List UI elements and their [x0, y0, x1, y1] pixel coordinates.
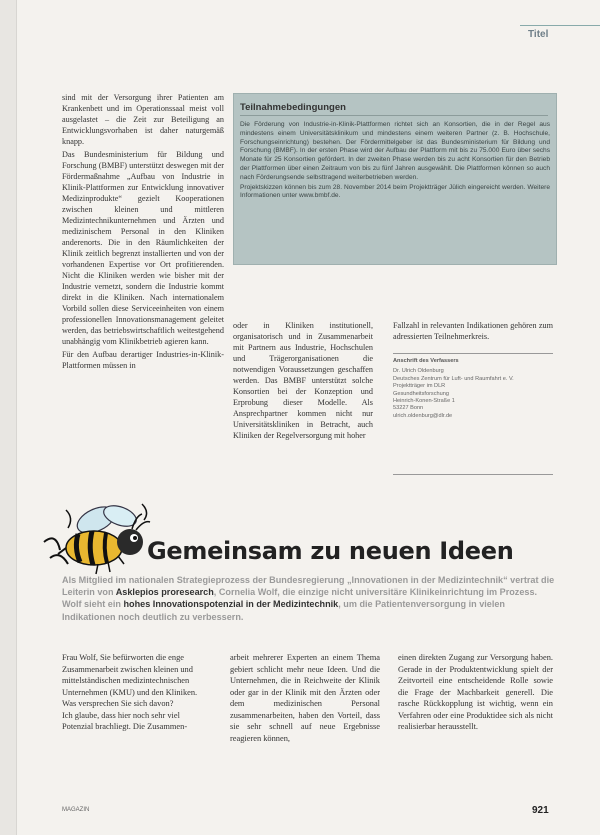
article-column-1 — [62, 92, 224, 373]
interview-column-1 — [62, 652, 212, 733]
lead-text: , Cornelia Wolf, die einzige nicht universitäre Klinikeinrichtung im Prozess. Wolf sieht ein — [62, 587, 538, 610]
page-number: 921 — [532, 805, 549, 816]
address-line: Deutsches Zentrum für Luft- und Raumfahrt e. V. — [393, 375, 514, 382]
lead-text: , um die Patientenversorgung in vielen Indikationen noch deutlich zu verbessern. — [62, 599, 505, 622]
header-rule — [520, 25, 600, 26]
lead-highlight: hohes Innovationspotenzial in der Medizintechnik — [123, 599, 339, 610]
interview-question: Frau Wolf, Sie befürworten die enge Zusammenarbeit zwischen kleinen und mittelständischen medizintechnischen Unternehmen (KMU) und den Kliniken. Was versprechen Sie sich davon? — [62, 653, 198, 708]
paragraph: sind mit der Versorgung ihrer Patienten am Krankenbett und im Operationssaal meist voll ausgelastet – die Zeit zur Beteiligung an Entwicklungsvorhaben ist daher naturgemäß knapp. — [62, 93, 224, 146]
author-address — [393, 358, 553, 420]
address-line: 53227 Bonn — [393, 405, 424, 412]
article-headline: Gemeinsam zu neuen Ideen — [147, 537, 514, 565]
info-box-divider — [240, 115, 548, 116]
paragraph: Für den Aufbau derartiger Industries-in-Klinik-Plattformen müssen in — [62, 350, 224, 370]
interview-answer: Ich glaube, dass hier noch sehr viel Potenzial brachliegt. Die Zusammen- — [62, 710, 188, 731]
info-box-paragraph: Die Förderung von Industrie-in-Klinik-Plattformen richtet sich an Konsortien, die in der Regel aus mindestens einem Universitätsklinikum und mindestens einem weiteren Partner (z. B. Hochschule, Forschungseinrichtung) bestehen. Der Fördermittelgeber ist das Bundesministerium für Bildung und Forschung (BMBF). In der ersten Phase wird der Aufbau der Plattform mit bis zu 75.000 Euro über sechs Monate für 25 Konsortien gefördert. In der zweiten Phase werden bis zu acht Konsortien für den Betrieb der Plattformen über einen Zeitraum von bis zu fünf Jahren ausgewählt. Die Plattformen können so auch nach Förderungsende selbsttragend weiterbetrieben werden. — [240, 121, 550, 181]
info-box-participation — [233, 93, 557, 265]
section-divider — [393, 474, 553, 475]
article-column-2 — [233, 320, 373, 443]
address-line: Gesundheitsforschung — [393, 390, 449, 397]
address-line: ulrich.oldenburg@dlr.de — [393, 412, 453, 419]
lead-highlight: Asklepios proresearch — [115, 587, 214, 598]
page-gutter — [0, 0, 17, 835]
info-box-body — [240, 121, 550, 202]
info-box-title: Teilnahmebedingungen — [240, 102, 346, 113]
footer-publication: MAGAZIN — [62, 807, 90, 813]
author-label: Anschrift des Verfassers — [393, 358, 459, 364]
author-rule — [393, 353, 553, 354]
paragraph: oder in Kliniken institutionell, organisatorisch und in Zusammenarbeit mit Partnern aus Industrie, Hochschulen und Trägerorganisationen die notwendigen Voraussetzungen geschaffen werden. Das BMBF unterstützt solche Konsortien bei der Konzeption und Erprobung dieser Modelle. Als Ansprechpartner kommen nicht nur Universitätskliniken in Betracht, auch Kliniken der Regelversorgung mit hoher — [233, 321, 373, 440]
paragraph: Das Bundesministerium für Bildung und Forschung (BMBF) unterstützt deswegen mit der Fördermaßnahme „Aufbau von Industrie in Klinik-Plattformen zur Entwicklung innovativer Medizinprodukte“ gezielt Kooperationen zwischen kleinen und mittleren Medizintechnikunternehmen und Ärzten und medizinischem Personal in den Kliniken anderenorts. Die in den Räumlichkeiten der Klinik zeitlich begrenzt installierten und von der vorhandenen Expertise vor Ort profitierenden. Nicht die Kliniken werden wie bisher mit der Industrie vernetzt, sondern die Industrie kommt direkt in die Kliniken. Nach internationalem Vorbild sollen diese Serviceeinheiten von einem professionellen Innovationsmanagement geleitet werden, das betriebswirtschaftlich weitestgehend unabhängig vom Klinikbetrieb agieren kann. — [62, 150, 224, 346]
address-line: Dr. Ulrich Oldenburg — [393, 368, 444, 375]
interview-column-3: einen direkten Zugang zur Versorgung haben. Gerade in der Produktentwicklung spielt der Zeitvorteil eine entscheidende Rolle sowie die Frage der Machbarkeit generell. Die rasche Rückkopplung ist wichtig, wenn ein Verfahren oder eine Produktidee sich als nicht realisierbar herausstellt. — [398, 653, 553, 731]
article-lead — [62, 574, 557, 623]
interview-column-2: arbeit mehrerer Experten an einem Thema gebiert schlicht mehr neue Ideen. Und die Unternehmen, die in Reichweite der Klinik oder gar in der Klinik mit den Ärzten oder dem medizinischen Personal zusammenarbeiten, haben den Vorteil, dass sie sehr schnell auf neue Ergebnisse reagieren können, — [230, 653, 380, 743]
lead-text: Als Mitglied im nationalen Strategieprozess der Bundesregierung „Innovationen in der Medizintechnik“ vertrat die Leiterin von — [62, 575, 555, 598]
article-column-3 — [393, 320, 553, 344]
address-line: Heinrich-Konen-Straße 1 — [393, 398, 455, 405]
info-box-paragraph: Projektskizzen können bis zum 28. November 2014 beim Projektträger Jülich eingereicht werden. Weitere Informationen unter www.bmbf.de. — [240, 183, 550, 200]
section-title: Titel — [528, 29, 549, 40]
address-line: Projektträger im DLR — [393, 383, 446, 390]
paragraph: Fallzahl in relevanten Indikationen gehören zum adressierten Teilnehmerkreis. — [393, 321, 553, 341]
